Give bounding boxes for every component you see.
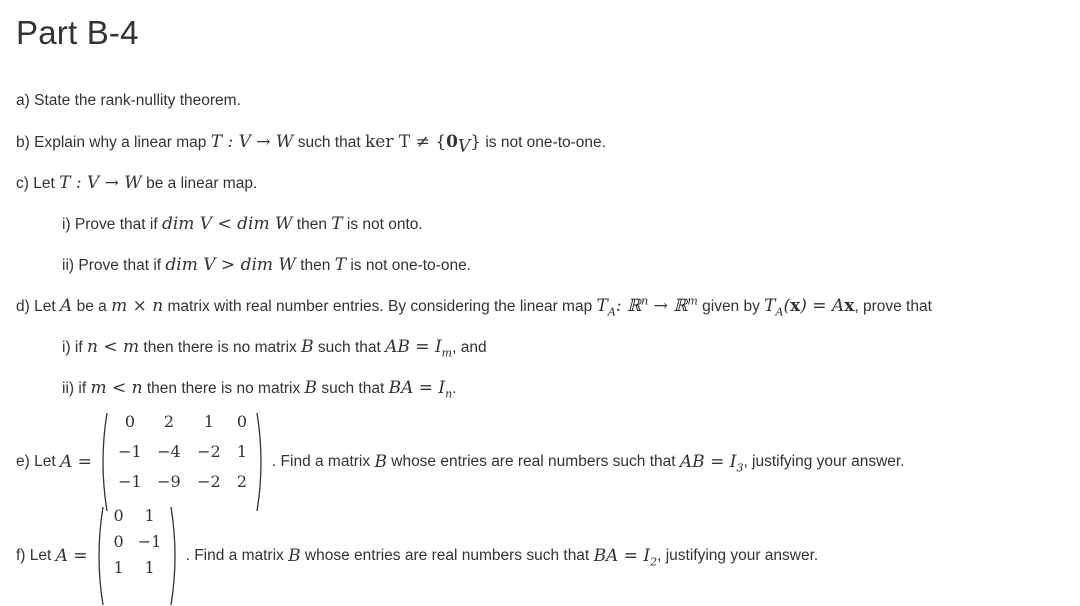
question-d-i [62, 337, 487, 358]
question-d-i-equation-main: AB = I [385, 337, 442, 357]
question-b-text-1: Explain why a linear map [34, 134, 207, 151]
question-c-i-text-3: is not onto. [346, 216, 423, 233]
matrix-left-paren [98, 412, 108, 512]
question-c-i-text-1: Prove that if [74, 216, 158, 233]
question-d-formula-x2: x [844, 296, 855, 316]
question-d-map-codomain: → ℝ [648, 296, 688, 316]
matrix-cell: 0 [113, 506, 124, 525]
question-f-B: B [288, 546, 301, 566]
matrix-cell: −1 [118, 442, 142, 461]
question-c-text-1: Let [33, 175, 55, 192]
question-c-ii-T: T [334, 255, 347, 275]
question-d-ii-text-2: then there is no matrix [146, 380, 301, 397]
question-f-text-2: . Find a matrix [185, 547, 284, 564]
question-f [16, 506, 818, 606]
question-e-equation-sub: 3 [736, 461, 744, 475]
question-f-matrix-grid [104, 506, 170, 578]
matrix-right-paren [256, 412, 266, 512]
matrix-cell: 1 [144, 506, 155, 525]
question-d-formula [764, 296, 855, 319]
question-d-ii-equation-sub: n [445, 387, 453, 401]
question-c-i-label: i) [62, 216, 71, 233]
question-c-label: c) [16, 175, 29, 192]
question-d-text-3: matrix with real number entries. By considering the linear map [167, 298, 593, 315]
question-d-text-4: given by [702, 298, 760, 315]
question-a-text: State the rank-nullity theorem. [34, 92, 241, 109]
question-c-i-T: T [331, 214, 343, 234]
matrix-cell: 1 [113, 558, 124, 577]
question-d-i-text-2: then there is no matrix [143, 339, 297, 356]
question-e-text-3: whose entries are real numbers such that [391, 453, 676, 470]
question-d-formula-x: x [790, 296, 801, 316]
question-c-ii-text-3: is not one-to-one. [350, 257, 471, 274]
question-e-matrix-grid [108, 412, 256, 492]
question-d-i-text-3: such that [317, 339, 381, 356]
question-b-zero-vector: 0 [446, 132, 458, 152]
question-d-map [596, 294, 698, 319]
question-c-i-condition: dim V < dim W [161, 214, 293, 234]
question-f-label: f) [16, 547, 26, 564]
matrix-cell: 2 [163, 412, 175, 431]
question-b-map: T : V → W [210, 132, 294, 152]
question-d-i-text-4: , and [452, 339, 487, 356]
question-b-kernel [364, 132, 482, 157]
question-b-kernel-lhs: ker T ≠ { [364, 132, 447, 152]
question-a [16, 91, 241, 111]
matrix-cell: 0 [124, 412, 136, 431]
question-e [16, 412, 905, 512]
question-c-text-2: be a linear map. [146, 175, 258, 192]
question-d-i-equation-sub: m [441, 346, 453, 360]
question-d-map-domain: : ℝ [615, 296, 642, 316]
question-e-matrix [98, 412, 266, 512]
question-e-lhs: A = [59, 452, 92, 472]
question-d-ii [62, 378, 457, 399]
question-d-formula-open: ( [783, 296, 791, 316]
question-b-kernel-close: } [470, 132, 482, 152]
question-d-ii-label: ii) [62, 380, 75, 397]
question-d-dims: m × n [111, 296, 164, 316]
matrix-cell: 2 [236, 472, 248, 491]
question-e-equation [679, 452, 744, 475]
question-d-text-5: , prove that [854, 298, 932, 315]
question-d-map-T: T [596, 296, 608, 316]
question-d-i-condition: n < m [86, 337, 140, 357]
question-d-map-sub: A [607, 305, 616, 319]
matrix-cell: 0 [236, 412, 248, 431]
question-e-text-1: Let [34, 453, 56, 470]
question-d-A: A [59, 296, 73, 316]
question-e-text-4: , justifying your answer. [743, 453, 905, 470]
matrix-cell: −2 [197, 472, 221, 491]
question-b-text-2: such that [297, 134, 361, 151]
question-d-ii-B: B [304, 378, 318, 398]
question-d-i-label: i) [62, 339, 71, 356]
question-d-ii-equation [388, 378, 453, 401]
question-e-B: B [374, 452, 387, 472]
question-f-equation-main: BA = I [593, 546, 651, 566]
question-d-ii-text-3: such that [321, 380, 385, 397]
question-d [16, 296, 932, 317]
question-d-formula-T: T [764, 296, 776, 316]
question-d-text-2: be a [76, 298, 107, 315]
question-f-matrix [94, 506, 180, 606]
question-c-map: T : V → W [59, 173, 142, 193]
question-d-i-B: B [301, 337, 314, 357]
question-e-equation-main: AB = I [679, 452, 737, 472]
question-e-label: e) [16, 453, 30, 470]
question-a-label: a) [16, 92, 30, 109]
matrix-cell: −4 [157, 442, 181, 461]
question-d-ii-equation-main: BA = I [388, 378, 446, 398]
question-d-formula-rhs: ) = A [800, 296, 845, 316]
question-b-zero-subscript: V [457, 136, 471, 157]
question-d-ii-condition: m < n [90, 378, 143, 398]
question-c-ii [62, 255, 471, 276]
question-f-equation-sub: 2 [650, 555, 658, 569]
question-f-equation [593, 546, 658, 569]
question-e-text-2: . Find a matrix [271, 453, 371, 470]
question-b-text-3: is not one-to-one. [485, 134, 606, 151]
question-d-map-n: n [641, 294, 649, 308]
question-c-i-text-2: then [296, 216, 327, 233]
question-f-text-3: whose entries are real numbers such that [304, 547, 590, 564]
matrix-cell: 1 [236, 442, 248, 461]
question-d-text-1: Let [34, 298, 56, 315]
matrix-cell: −1 [118, 472, 142, 491]
question-d-i-equation [385, 337, 453, 360]
question-b [16, 132, 606, 157]
question-d-label: d) [16, 298, 30, 315]
question-d-formula-sub: A [775, 305, 784, 319]
matrix-cell: 0 [113, 532, 124, 551]
question-b-label: b) [16, 134, 30, 151]
matrix-cell: −1 [137, 532, 162, 551]
question-c [16, 173, 257, 194]
question-f-lhs: A = [55, 546, 88, 566]
question-c-ii-text-2: then [300, 257, 331, 274]
question-c-ii-text-1: Prove that if [78, 257, 162, 274]
matrix-right-paren [170, 506, 180, 606]
matrix-cell: −9 [157, 472, 181, 491]
matrix-left-paren [94, 506, 104, 606]
matrix-cell: −2 [197, 442, 221, 461]
page-title: Part B-4 [16, 14, 139, 51]
question-c-i [62, 214, 423, 235]
matrix-cell: 1 [203, 412, 215, 431]
question-f-text-1: Let [29, 547, 52, 564]
question-d-ii-text-4: . [452, 380, 457, 397]
question-f-text-4: , justifying your answer. [657, 547, 819, 564]
question-d-ii-text-1: if [78, 380, 87, 397]
question-c-ii-label: ii) [62, 257, 75, 274]
matrix-cell: 1 [144, 558, 155, 577]
question-c-ii-condition: dim V > dim W [165, 255, 296, 275]
question-d-map-m: m [687, 294, 698, 308]
question-d-i-text-1: if [74, 339, 83, 356]
